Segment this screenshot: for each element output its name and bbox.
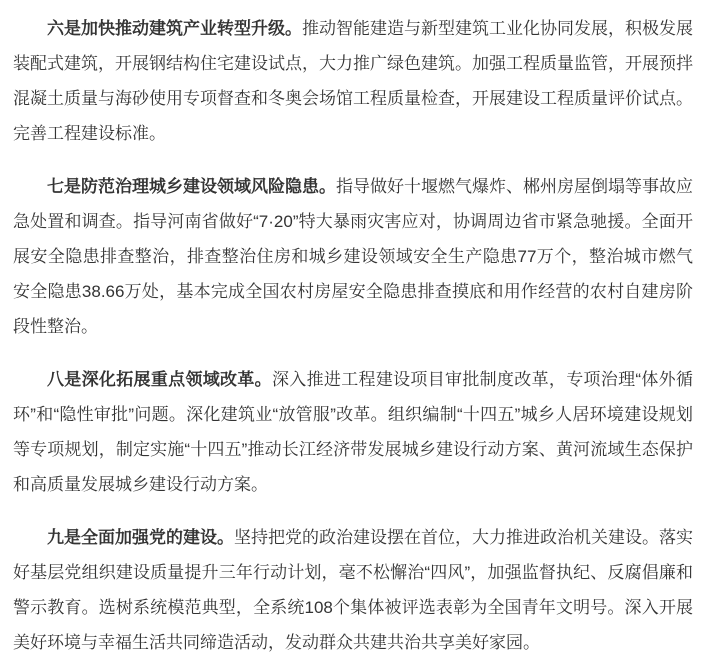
paragraph-lead: 八是深化拓展重点领域改革。 bbox=[47, 370, 272, 389]
paragraph bbox=[13, 520, 693, 660]
paragraph-lead: 六是加快推动建筑产业转型升级。 bbox=[47, 19, 302, 38]
paragraph bbox=[13, 11, 693, 151]
paragraph-body: 坚持把党的政治建设摆在首位，大力推进政治机关建设。落实好基层党组织建设质量提升三年行动计划，毫不松懈治“四风”，加强监督执纪、反腐倡廉和警示教育。选树系统模范典型，全系统108个集体被评选表彰为全国青年文明号。深入开展美好环境与幸福生活共同缔造活动，发动群众共建共治共享美好家园。 bbox=[13, 528, 693, 652]
paragraph-lead: 七是防范治理城乡建设领域风险隐患。 bbox=[47, 177, 336, 196]
paragraph bbox=[13, 362, 693, 502]
paragraph bbox=[13, 169, 693, 344]
paragraph-body: 指导做好十堰燃气爆炸、郴州房屋倒塌等事故应急处置和调查。指导河南省做好“7·20”特大暴雨灾害应对，协调周边省市紧急驰援。全面开展安全隐患排查整治，排查整治住房和城乡建设领域安全生产隐患77万个，整治城市燃气安全隐患38.66万处，基本完成全国农村房屋安全隐患排查摸底和用作经营的农村自建房阶段性整治。 bbox=[13, 177, 693, 336]
paragraph-body: 推动智能建造与新型建筑工业化协同发展，积极发展装配式建筑，开展钢结构住宅建设试点，大力推广绿色建筑。加强工程质量监管，开展预拌混凝土质量与海砂使用专项督查和冬奥会场馆工程质量检查，开展建设工程质量评价试点。完善工程建设标准。 bbox=[13, 19, 693, 143]
paragraph-lead: 九是全面加强党的建设。 bbox=[47, 528, 234, 547]
paragraph-body: 深入推进工程建设项目审批制度改革，专项治理“体外循环”和“隐性审批”问题。深化建筑业“放管服”改革。组织编制“十四五”城乡人居环境建设规划等专项规划，制定实施“十四五”推动长江经济带发展城乡建设行动方案、黄河流域生态保护和高质量发展城乡建设行动方案。 bbox=[13, 370, 693, 494]
